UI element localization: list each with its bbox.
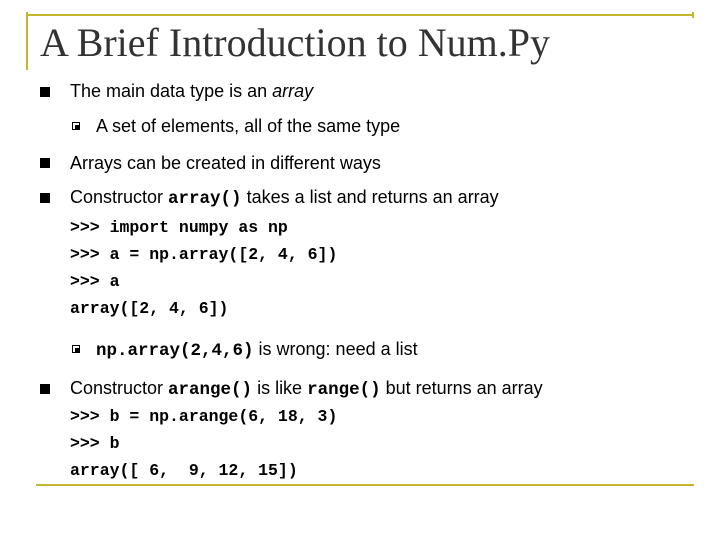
item1-emphasis: array [272,81,314,101]
item1-text: The main data type is an [70,81,273,101]
slide-title: A Brief Introduction to Num.Py [40,20,550,65]
code-block-array [70,214,337,322]
code-line: >>> b = np.arange(6, 18, 3) [70,407,338,426]
bullet-arange-constructor [70,377,543,401]
bullet-arrays-created: Arrays can be created in different ways [70,153,381,173]
title-left-rule [26,12,28,70]
range-func-code: range() [307,380,381,400]
bullet-main-data-type [70,80,313,102]
bullet-square-icon [40,384,50,394]
code-block-arange [70,403,337,484]
sub-bullet-icon [72,345,80,353]
code-line: array([ 6, 9, 12, 15]) [70,461,298,480]
sub-bullet-wrong-call [96,338,418,362]
title-top-rule [26,14,694,16]
item4-before: Constructor [70,378,169,398]
code-line: >>> b [70,434,120,453]
item3-before: Constructor [70,187,169,207]
item4-middle: is like [252,378,308,398]
wrong-call-code: np.array(2,4,6) [96,341,254,361]
bullet-square-icon [40,158,50,168]
footer-rule [36,484,694,486]
bullet-array-constructor [70,186,499,210]
item4-after: but returns an array [380,378,543,398]
code-line: >>> a = np.array([2, 4, 6]) [70,245,338,264]
bullet-square-icon [40,87,50,97]
sub-bullet-icon [72,122,80,130]
bullet-square-icon [40,193,50,203]
array-func-code: array() [168,189,242,209]
code-line: array([2, 4, 6]) [70,299,229,318]
code-line: >>> import numpy as np [70,218,288,237]
item3-after: takes a list and returns an array [241,187,499,207]
title-right-tick [692,12,694,18]
sub-bullet-same-type: A set of elements, all of the same type [96,116,401,136]
wrong-call-text: is wrong: need a list [253,339,418,359]
code-line: >>> a [70,272,120,291]
arange-func-code: arange() [168,380,253,400]
